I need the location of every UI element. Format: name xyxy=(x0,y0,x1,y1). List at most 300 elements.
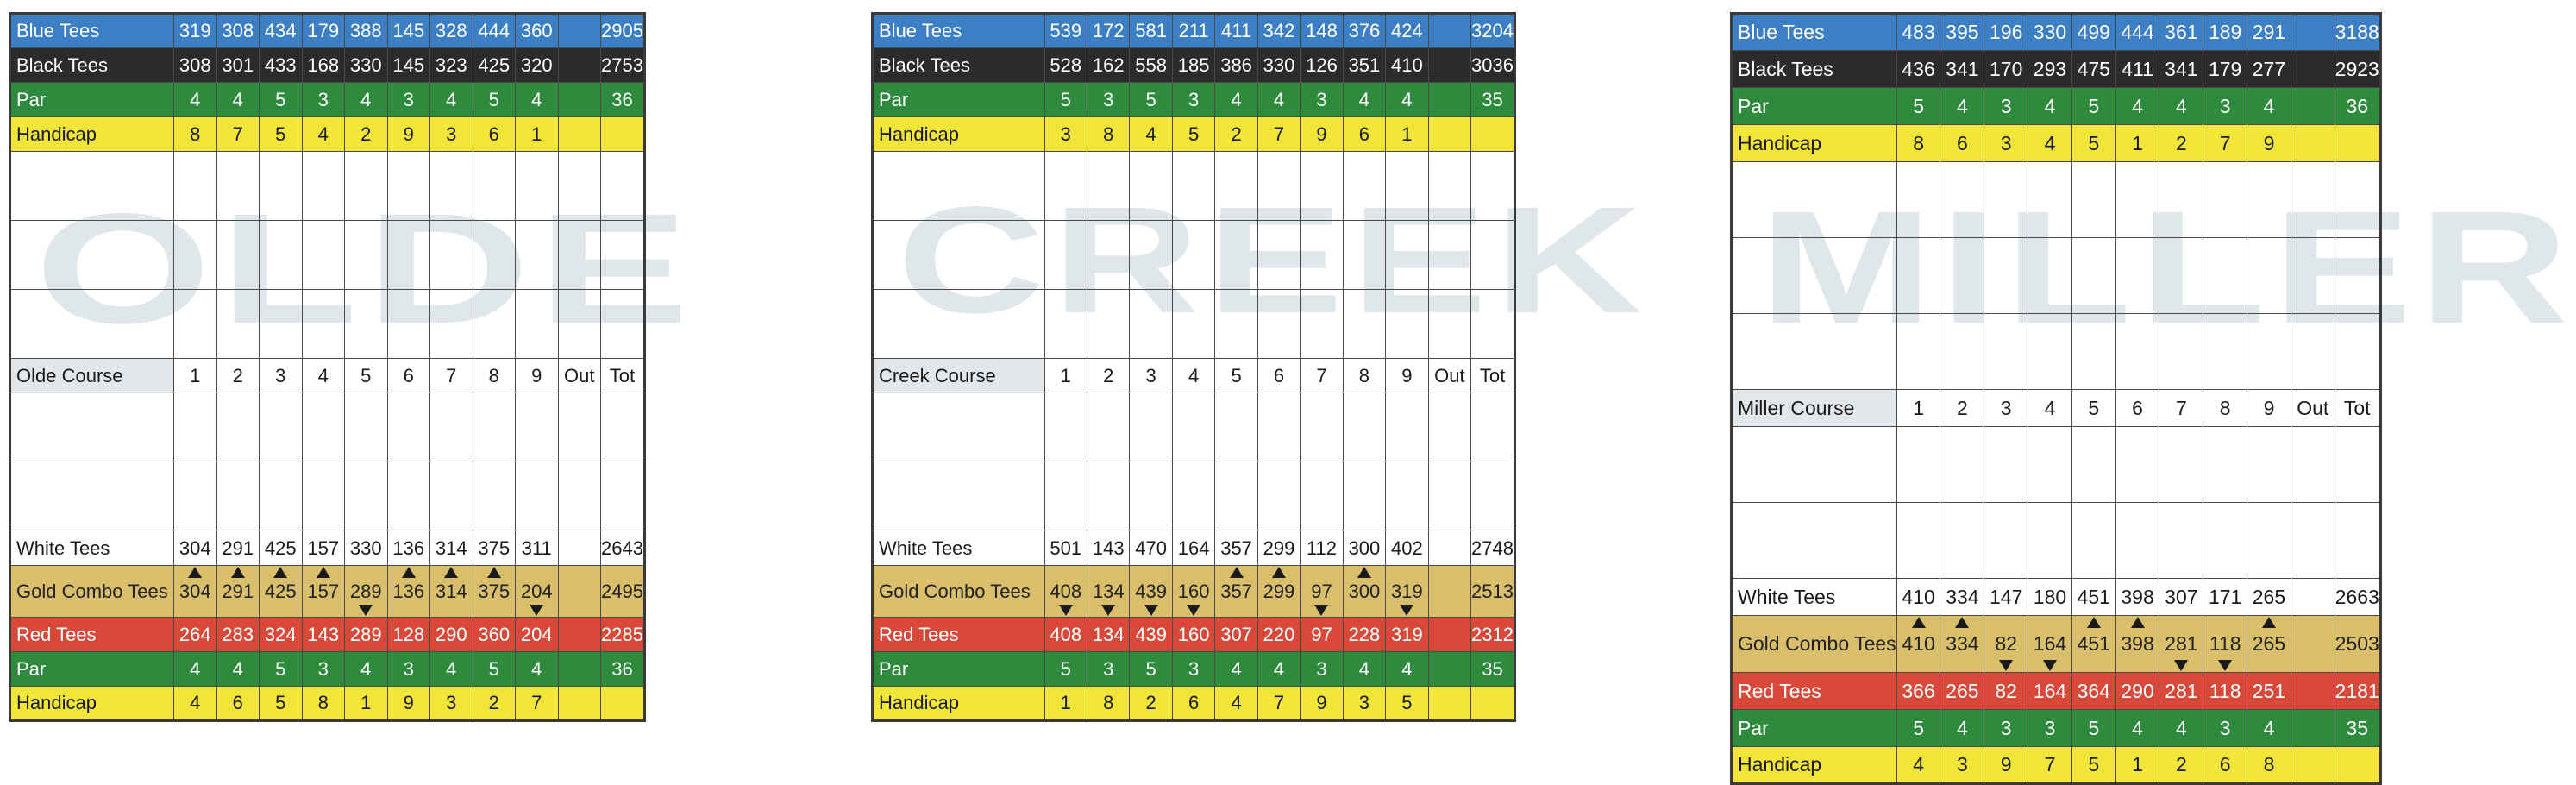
score-cell[interactable] xyxy=(345,152,388,221)
score-cell[interactable] xyxy=(2115,503,2159,579)
cell-value: 5 xyxy=(1913,94,1924,117)
score-cell[interactable] xyxy=(2203,162,2247,238)
score-cell[interactable] xyxy=(174,462,217,531)
cell-value: 145 xyxy=(392,20,425,41)
score-cell[interactable] xyxy=(2247,503,2291,579)
score-entry-row xyxy=(1732,427,2381,503)
score-cell[interactable] xyxy=(2203,503,2247,579)
score-cell[interactable] xyxy=(1044,393,1087,462)
cell-value: 451 xyxy=(2077,632,2110,655)
yardage-cell xyxy=(345,618,388,652)
cell-value: 425 xyxy=(264,537,297,559)
score-cell[interactable] xyxy=(1386,462,1428,531)
score-cell[interactable] xyxy=(1087,393,1129,462)
score-cell[interactable] xyxy=(2159,314,2203,390)
yardage-cell xyxy=(1386,566,1428,618)
cell-value: 6 xyxy=(1358,122,1370,145)
name-cell[interactable] xyxy=(10,393,174,462)
cell-value: 7 xyxy=(2044,753,2056,776)
yardage-cell xyxy=(260,618,303,652)
score-cell[interactable] xyxy=(1343,152,1385,221)
score-cell[interactable] xyxy=(558,290,601,359)
cell-value: 398 xyxy=(2121,632,2154,655)
name-cell[interactable] xyxy=(873,221,1045,290)
yardage-cell xyxy=(601,687,645,721)
score-cell[interactable] xyxy=(2291,427,2335,503)
score-cell[interactable] xyxy=(1428,152,1470,221)
score-cell[interactable] xyxy=(387,221,430,290)
score-cell[interactable] xyxy=(2071,238,2115,314)
cell-value: 499 xyxy=(2077,21,2110,43)
score-cell[interactable] xyxy=(516,393,559,462)
cell-value: 5 xyxy=(275,692,286,713)
score-cell[interactable] xyxy=(1257,393,1300,462)
score-cell[interactable] xyxy=(473,221,516,290)
score-cell[interactable] xyxy=(1386,221,1428,290)
cell-value: 2 xyxy=(2175,131,2187,154)
score-cell[interactable] xyxy=(1172,393,1214,462)
cell-value: 228 xyxy=(1348,623,1381,645)
score-cell[interactable] xyxy=(1215,393,1257,462)
cell-value: 386 xyxy=(1220,53,1252,76)
score-cell[interactable] xyxy=(387,152,430,221)
score-cell[interactable] xyxy=(1471,462,1515,531)
score-cell[interactable] xyxy=(1044,152,1087,221)
yardage-cell xyxy=(1130,618,1172,652)
score-cell[interactable] xyxy=(2335,427,2380,503)
score-cell[interactable] xyxy=(2335,238,2380,314)
score-cell[interactable] xyxy=(430,290,473,359)
yardage-cell xyxy=(2159,747,2203,784)
score-cell[interactable] xyxy=(1940,427,1984,503)
score-cell[interactable] xyxy=(216,462,260,531)
score-cell[interactable] xyxy=(601,393,645,462)
name-cell[interactable] xyxy=(873,393,1045,462)
yardage-cell xyxy=(1130,83,1172,117)
score-cell[interactable] xyxy=(216,221,260,290)
score-cell[interactable] xyxy=(1172,462,1214,531)
score-cell[interactable] xyxy=(1044,221,1087,290)
cell-value: 2663 xyxy=(2335,585,2379,608)
name-cell[interactable] xyxy=(1732,427,1897,503)
cell-value: 3 xyxy=(2000,131,2012,154)
yardage-cell xyxy=(302,531,345,566)
cell-value: 3 xyxy=(1188,657,1200,680)
hole-number: 5 xyxy=(1215,359,1257,393)
score-cell[interactable] xyxy=(1984,238,2028,314)
score-cell[interactable] xyxy=(1172,221,1214,290)
score-cell[interactable] xyxy=(302,290,345,359)
yardage-cell xyxy=(2203,616,2247,673)
score-cell[interactable] xyxy=(1301,290,1343,359)
score-cell[interactable] xyxy=(2291,238,2335,314)
score-cell[interactable] xyxy=(2247,427,2291,503)
score-cell[interactable] xyxy=(1896,427,1940,503)
score-cell[interactable] xyxy=(1087,221,1129,290)
score-cell[interactable] xyxy=(601,290,645,359)
score-cell[interactable] xyxy=(1984,162,2028,238)
score-cell[interactable] xyxy=(1087,152,1129,221)
score-cell[interactable] xyxy=(430,462,473,531)
score-cell[interactable] xyxy=(2115,162,2159,238)
score-cell[interactable] xyxy=(601,221,645,290)
yardage-cell xyxy=(387,531,430,566)
score-cell[interactable] xyxy=(516,290,559,359)
score-cell[interactable] xyxy=(430,393,473,462)
yardage-cell xyxy=(2291,673,2335,710)
cell-value: 6 xyxy=(488,122,499,145)
score-cell[interactable] xyxy=(601,152,645,221)
yardage-cell xyxy=(1428,618,1470,652)
name-cell[interactable] xyxy=(873,290,1045,359)
score-cell[interactable] xyxy=(2028,162,2072,238)
score-cell[interactable] xyxy=(345,221,388,290)
score-cell[interactable] xyxy=(2071,427,2115,503)
score-cell[interactable] xyxy=(1301,152,1343,221)
cell-value: 5 xyxy=(1060,657,1071,680)
hole-number: 5 xyxy=(345,359,388,393)
score-cell[interactable] xyxy=(260,221,303,290)
score-cell[interactable] xyxy=(2028,238,2072,314)
score-cell[interactable] xyxy=(1428,462,1470,531)
score-cell[interactable] xyxy=(1087,290,1129,359)
cell-value: 301 xyxy=(222,53,254,76)
score-cell[interactable] xyxy=(2335,503,2380,579)
score-cell[interactable] xyxy=(174,221,217,290)
score-cell[interactable] xyxy=(302,152,345,221)
yardage-cell xyxy=(2071,710,2115,747)
yardage-cell xyxy=(1301,531,1343,566)
score-cell[interactable] xyxy=(1130,152,1172,221)
row-label: Handicap xyxy=(10,117,174,152)
cell-value: 410 xyxy=(1902,632,1935,655)
cell-value: 2905 xyxy=(601,20,643,41)
hole-number: 1 xyxy=(1044,359,1087,393)
score-cell[interactable] xyxy=(302,221,345,290)
yardage-cell xyxy=(1044,117,1087,152)
score-cell[interactable] xyxy=(1896,314,1940,390)
score-entry-row xyxy=(1732,162,2381,238)
yardage-cell xyxy=(516,652,559,687)
row-label: Blue Tees xyxy=(10,14,174,48)
yardage-cell xyxy=(601,652,645,687)
cell-value: 376 xyxy=(1348,20,1381,41)
score-cell[interactable] xyxy=(1984,427,2028,503)
yardage-cell xyxy=(473,652,516,687)
score-cell[interactable] xyxy=(2247,162,2291,238)
score-cell[interactable] xyxy=(1257,221,1300,290)
score-entry-row xyxy=(1732,314,2381,390)
cell-value: 211 xyxy=(1178,20,1209,41)
score-cell[interactable] xyxy=(2159,162,2203,238)
score-cell[interactable] xyxy=(2115,427,2159,503)
cell-value: 4 xyxy=(360,88,372,110)
yardage-cell xyxy=(1130,14,1172,48)
score-cell[interactable] xyxy=(216,393,260,462)
score-cell[interactable] xyxy=(2159,427,2203,503)
score-cell[interactable] xyxy=(1896,162,1940,238)
yardage-cell xyxy=(1215,687,1257,721)
score-cell[interactable] xyxy=(1471,290,1515,359)
row-label: Red Tees xyxy=(1732,673,1897,710)
cell-value: 281 xyxy=(2165,632,2198,655)
score-cell[interactable] xyxy=(2335,162,2380,238)
score-cell[interactable] xyxy=(1343,221,1385,290)
cell-value: 7 xyxy=(232,122,243,145)
score-cell[interactable] xyxy=(1386,393,1428,462)
score-cell[interactable] xyxy=(473,393,516,462)
score-cell[interactable] xyxy=(2115,314,2159,390)
score-cell[interactable] xyxy=(2028,503,2072,579)
score-cell[interactable] xyxy=(2335,314,2380,390)
score-cell[interactable] xyxy=(1130,290,1172,359)
yardage-cell xyxy=(2159,125,2203,162)
yardage-cell xyxy=(430,48,473,83)
par-row xyxy=(873,652,1515,687)
yardage-cell xyxy=(2071,51,2115,88)
score-cell[interactable] xyxy=(2203,314,2247,390)
score-cell[interactable] xyxy=(387,290,430,359)
score-cell[interactable] xyxy=(1428,290,1470,359)
score-cell[interactable] xyxy=(1044,462,1087,531)
yardage-cell xyxy=(1087,48,1129,83)
yardage-cell xyxy=(1940,125,1984,162)
score-cell[interactable] xyxy=(2028,314,2072,390)
score-cell[interactable] xyxy=(2071,162,2115,238)
cell-value: 361 xyxy=(2165,21,2198,43)
score-cell[interactable] xyxy=(174,393,217,462)
yardage-cell xyxy=(1257,652,1300,687)
score-entry-row xyxy=(873,221,1515,290)
name-cell[interactable] xyxy=(873,462,1045,531)
score-cell[interactable] xyxy=(1428,221,1470,290)
score-cell[interactable] xyxy=(601,462,645,531)
score-cell[interactable] xyxy=(1172,290,1214,359)
hole-number: 6 xyxy=(2115,390,2159,427)
yardage-cell xyxy=(2028,51,2072,88)
name-cell[interactable] xyxy=(10,221,174,290)
cell-value: 290 xyxy=(2121,679,2154,702)
triangle-down-icon xyxy=(2174,660,2188,671)
score-cell[interactable] xyxy=(260,152,303,221)
score-cell[interactable] xyxy=(2071,314,2115,390)
name-cell[interactable] xyxy=(1732,314,1897,390)
score-cell[interactable] xyxy=(2291,314,2335,390)
score-cell[interactable] xyxy=(1215,221,1257,290)
cell-value: 4 xyxy=(446,88,457,110)
score-cell[interactable] xyxy=(174,152,217,221)
score-cell[interactable] xyxy=(302,462,345,531)
gold-combo-tees-row xyxy=(1732,616,2381,673)
score-cell[interactable] xyxy=(1896,238,1940,314)
score-cell[interactable] xyxy=(1471,393,1515,462)
score-cell[interactable] xyxy=(345,393,388,462)
cell-value: 36 xyxy=(611,88,633,110)
cell-value: 134 xyxy=(1092,580,1125,602)
score-cell[interactable] xyxy=(302,393,345,462)
cell-value: 164 xyxy=(2033,679,2067,702)
score-cell[interactable] xyxy=(216,290,260,359)
score-cell[interactable] xyxy=(260,290,303,359)
score-cell[interactable] xyxy=(1257,290,1300,359)
par-row xyxy=(10,83,645,117)
yardage-cell xyxy=(558,83,601,117)
yardage-cell xyxy=(1984,51,2028,88)
cell-value: 4 xyxy=(2132,94,2143,117)
score-cell[interactable] xyxy=(1471,221,1515,290)
name-cell[interactable] xyxy=(873,152,1045,221)
yardage-cell xyxy=(1471,83,1515,117)
score-cell[interactable] xyxy=(1386,290,1428,359)
yardage-cell xyxy=(558,48,601,83)
score-cell[interactable] xyxy=(1343,290,1385,359)
yardage-cell xyxy=(302,687,345,721)
score-cell[interactable] xyxy=(2159,503,2203,579)
score-cell[interactable] xyxy=(558,152,601,221)
score-cell[interactable] xyxy=(2247,314,2291,390)
score-cell[interactable] xyxy=(1428,393,1470,462)
score-cell[interactable] xyxy=(1940,314,1984,390)
score-cell[interactable] xyxy=(430,152,473,221)
score-cell[interactable] xyxy=(2071,503,2115,579)
cell-value: 35 xyxy=(1482,88,1503,110)
yardage-cell xyxy=(516,48,559,83)
score-cell[interactable] xyxy=(516,152,559,221)
yardage-cell xyxy=(1044,652,1087,687)
score-cell[interactable] xyxy=(1215,152,1257,221)
yardage-cell xyxy=(2203,125,2247,162)
name-cell[interactable] xyxy=(10,152,174,221)
yardage-cell xyxy=(1386,14,1428,48)
yardage-cell xyxy=(1301,117,1343,152)
cell-value: 436 xyxy=(1902,57,1935,80)
score-cell[interactable] xyxy=(2291,162,2335,238)
score-cell[interactable] xyxy=(174,290,217,359)
score-cell[interactable] xyxy=(473,290,516,359)
score-cell[interactable] xyxy=(2291,503,2335,579)
yardage-cell xyxy=(2115,710,2159,747)
cell-value: 1 xyxy=(2132,131,2143,154)
yardage-cell xyxy=(2291,14,2335,51)
score-cell[interactable] xyxy=(1257,462,1300,531)
score-cell[interactable] xyxy=(1386,152,1428,221)
cell-value: 8 xyxy=(190,122,201,145)
cell-value: 196 xyxy=(1989,21,2023,43)
score-cell[interactable] xyxy=(2247,238,2291,314)
score-cell[interactable] xyxy=(216,152,260,221)
score-cell[interactable] xyxy=(260,393,303,462)
score-cell[interactable] xyxy=(345,290,388,359)
score-cell[interactable] xyxy=(1130,221,1172,290)
triangle-down-icon xyxy=(1101,605,1115,616)
yardage-cell xyxy=(174,14,217,48)
score-cell[interactable] xyxy=(430,221,473,290)
score-cell[interactable] xyxy=(2203,238,2247,314)
score-cell[interactable] xyxy=(345,462,388,531)
score-cell[interactable] xyxy=(1130,393,1172,462)
cell-value: 2495 xyxy=(601,580,643,602)
name-cell[interactable] xyxy=(10,462,174,531)
score-cell[interactable] xyxy=(1087,462,1129,531)
yardage-cell xyxy=(1130,531,1172,566)
score-cell[interactable] xyxy=(2203,427,2247,503)
score-cell[interactable] xyxy=(1984,503,2028,579)
score-cell[interactable] xyxy=(1172,152,1214,221)
score-cell[interactable] xyxy=(1940,162,1984,238)
score-entry-row xyxy=(1732,238,2381,314)
yardage-cell xyxy=(2115,125,2159,162)
score-cell[interactable] xyxy=(1471,152,1515,221)
scorecard-miller xyxy=(1730,12,2576,782)
row-label: Handicap xyxy=(1732,125,1897,162)
score-cell[interactable] xyxy=(1343,393,1385,462)
cell-value: 291 xyxy=(222,580,254,602)
score-cell[interactable] xyxy=(1130,462,1172,531)
score-cell[interactable] xyxy=(387,393,430,462)
yardage-cell xyxy=(387,566,430,618)
yardage-cell xyxy=(1386,618,1428,652)
name-cell[interactable] xyxy=(1732,162,1897,238)
score-cell[interactable] xyxy=(1301,221,1343,290)
score-cell[interactable] xyxy=(1215,462,1257,531)
score-cell[interactable] xyxy=(260,462,303,531)
name-cell[interactable] xyxy=(10,290,174,359)
yardage-cell xyxy=(1984,747,2028,784)
cell-value: 4 xyxy=(1273,88,1285,110)
yardage-cell xyxy=(1087,14,1129,48)
score-cell[interactable] xyxy=(473,462,516,531)
name-cell[interactable] xyxy=(1732,503,1897,579)
score-cell[interactable] xyxy=(516,462,559,531)
score-cell[interactable] xyxy=(387,462,430,531)
yardage-cell xyxy=(2335,88,2380,125)
score-cell[interactable] xyxy=(1257,152,1300,221)
score-cell[interactable] xyxy=(516,221,559,290)
cell-value: 351 xyxy=(1348,53,1381,76)
score-cell[interactable] xyxy=(558,393,601,462)
score-cell[interactable] xyxy=(1343,462,1385,531)
cell-value: 334 xyxy=(1946,632,1979,655)
score-cell[interactable] xyxy=(1301,462,1343,531)
name-cell[interactable] xyxy=(1732,238,1897,314)
yardage-cell xyxy=(516,14,559,48)
score-cell[interactable] xyxy=(2115,238,2159,314)
score-cell[interactable] xyxy=(1940,503,1984,579)
cell-value: 6 xyxy=(232,692,243,713)
cell-value: 319 xyxy=(1391,623,1423,645)
score-cell[interactable] xyxy=(1215,290,1257,359)
score-cell[interactable] xyxy=(1940,238,1984,314)
score-cell[interactable] xyxy=(1896,503,1940,579)
score-cell[interactable] xyxy=(1984,314,2028,390)
cell-value: 411 xyxy=(1221,20,1252,41)
score-cell[interactable] xyxy=(1301,393,1343,462)
score-cell[interactable] xyxy=(558,462,601,531)
yardage-cell xyxy=(558,652,601,687)
score-cell[interactable] xyxy=(2159,238,2203,314)
cell-value: 4 xyxy=(190,692,201,713)
score-cell[interactable] xyxy=(558,221,601,290)
yardage-cell xyxy=(1087,687,1129,721)
yardage-cell xyxy=(1301,687,1343,721)
score-cell[interactable] xyxy=(473,152,516,221)
score-cell[interactable] xyxy=(1044,290,1087,359)
yardage-cell xyxy=(2115,14,2159,51)
cell-value: 220 xyxy=(1263,623,1295,645)
score-cell[interactable] xyxy=(2028,427,2072,503)
yardage-cell xyxy=(473,14,516,48)
cell-value: 300 xyxy=(1348,580,1381,602)
